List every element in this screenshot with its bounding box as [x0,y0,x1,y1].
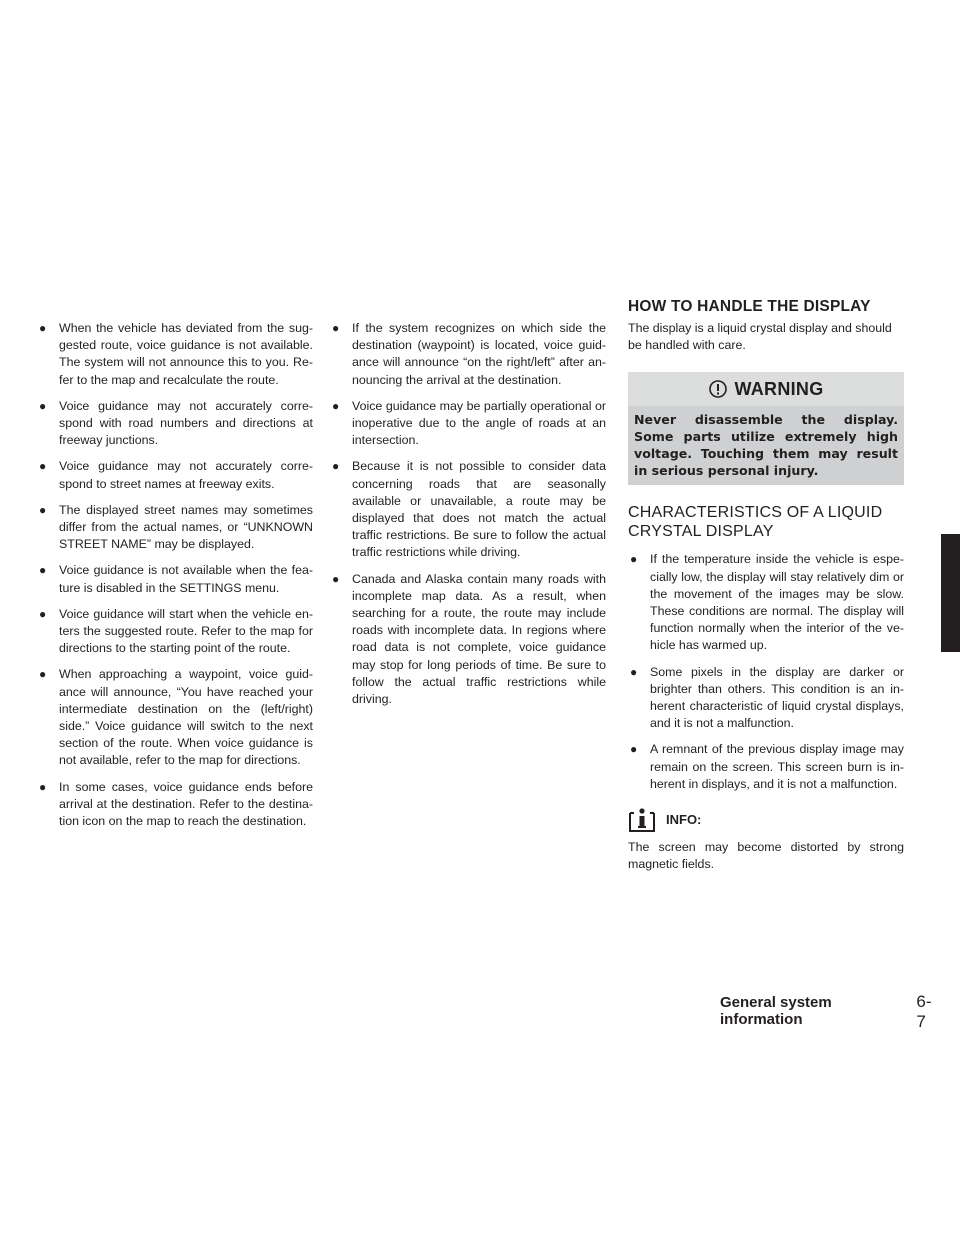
bullet-list [37,320,313,830]
bullet-icon: ● [39,563,47,578]
warning-icon [708,380,728,398]
list-item: ● Voice guidance is not available when the fea- ture is disabled in the SETTINGS menu. [39,563,313,595]
column-1 [37,320,313,839]
column-3 [628,320,904,873]
list-item: ● Voice guidance may not accurately corre- spond with road numbers and directions at freeway junctions. [39,398,313,448]
list-item: ● In some cases, voice guidance ends before arrival at the destination. Refer to the destina- tion icon on the map to reach the destination. [39,779,313,829]
warning-header [628,372,904,406]
list-item: ● Because it is not possible to consider data concerning roads that are seasonally available or unavailable, a route may be displayed that does not match the actual traffic restrictions. Be sure to follow the actual traffic restrictions while driving. [332,459,606,560]
bullet-icon: ● [39,667,47,682]
info-label: INFO: [666,811,702,827]
bullet-icon: ● [332,398,340,413]
warning-title: WARNING [734,378,824,399]
bullet-icon: ● [39,606,47,621]
warning-text: Never disassemble the display. Some parts utilize extremely high voltage. Touching them may result in serious personal injury. [628,406,904,485]
bullet-icon: ● [39,398,47,413]
bullet-icon: ● [39,321,47,335]
bullet-icon: ● [332,321,340,335]
list-item: ● When the vehicle has deviated from the sug- gested route, voice guidance is not available. The system will not announce this to you. Re- fer to the map and recalculate the route. [39,321,313,387]
bullet-icon: ● [332,459,340,474]
list-item: ● If the system recognizes on which side the destination (waypoint) is located, voice guid- ance will announce “on the right/left” after an- nouncing the arrival at the destination. [332,321,606,387]
page-number: 6-7 [916,992,932,1031]
info-icon [628,805,656,833]
chapter-tab-marker [941,534,960,652]
list-item: ● When approaching a waypoint, voice guid- ance will announce, “You have reached your intermediate destination on the (left/right) side.” Voice guidance will switch to the next section of the route. When voice guidance is not available, refer to the map for directions. [39,667,313,768]
list-item: ● Voice guidance will start when the vehicle en- ters the suggested route. Refer to the map for directions to the starting point of the route. [39,606,313,656]
bullet-icon: ● [332,571,340,586]
column-2 [330,320,606,717]
warning-box [628,372,904,485]
bullet-list [330,320,606,708]
bullet-list [628,551,904,793]
list-item: ● Canada and Alaska contain many roads with incomplete map data. As a result, when searching for a route, the route may include roads with incomplete data. In regions where road data is not complete, voice guidance may stop for long periods of time. Be sure to follow the actual traffic restrictions while driving. [332,571,606,707]
list-item: ● A remnant of the previous display image may remain on the screen. This screen burn is in- herent in displays, and it is not a malfunction. [630,742,904,791]
list-item: ● Voice guidance may be partially operational or inoperative due to the angle of roads at an intersection. [332,398,606,448]
bullet-icon: ● [630,552,638,567]
list-item: ● The displayed street names may sometimes differ from the actual names, or “UNKNOWN STREET NAME” may be displayed. [39,502,313,552]
section-heading: HOW TO HANDLE THE DISPLAY [628,298,871,315]
bullet-icon: ● [630,742,638,757]
bullet-icon: ● [39,502,47,517]
page-footer [720,992,940,1032]
subsection-heading: CHARACTERISTICS OF A LIQUID CRYSTAL DISPLAY [628,504,883,541]
info-header [628,805,904,833]
intro-text: The display is a liquid crystal display and should be handled with care. [628,321,892,353]
list-item: ● Voice guidance may not accurately corre- spond to street names at freeway exits. [39,459,313,491]
bullet-icon: ● [39,779,47,794]
list-item: ● If the temperature inside the vehicle is espe- cially low, the display will stay relatively dim or the movement of the images may be slow. These conditions are normal. The display will function normally when the interior of the ve- hicle has warmed up. [630,552,904,653]
info-text: The screen may become distorted by strong magnetic fields. [628,840,904,872]
list-item: ● Some pixels in the display are darker or brighter than others. This condition is an in- herent characteristic of liquid crystal displays, and it is not a malfunction. [630,664,904,731]
bullet-icon: ● [630,664,638,679]
footer-chapter-title: General system information [720,994,832,1028]
bullet-icon: ● [39,459,47,474]
